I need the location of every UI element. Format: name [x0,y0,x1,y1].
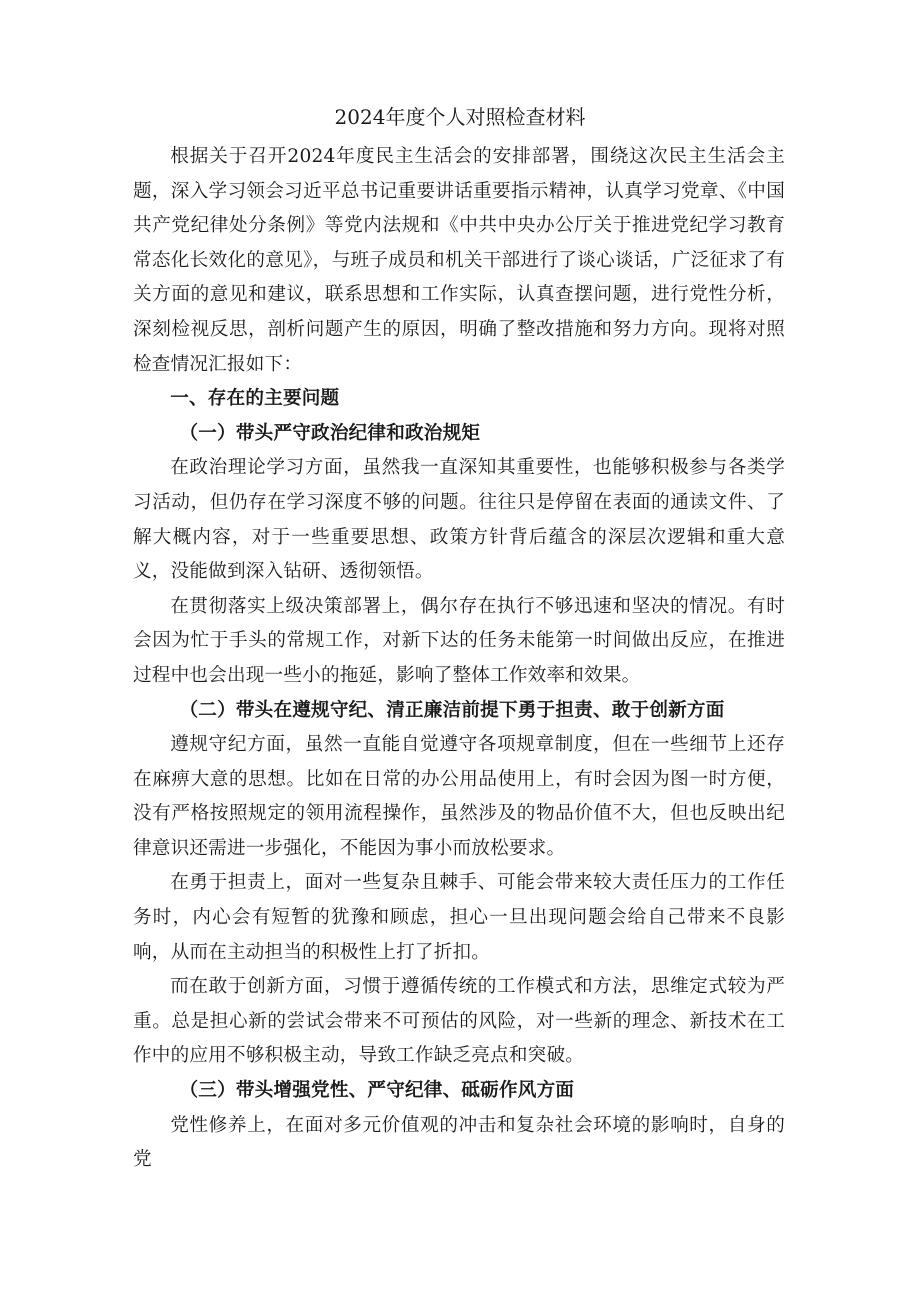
document-title: 2024年度个人对照检查材料 [334,105,586,129]
subsection-heading-1: （一）带头严守政治纪律和政治规矩 [179,422,481,444]
paragraph: 在贯彻落实上级决策部署上，偶尔存在执行不够迅速和坚决的情况。有时会因为忙于手头的常规工作，对新下达的任务未能第一时间做出反应，在推进过程中也会出现一些小的拖延，影响了整体工作效率和效果。 [133,595,785,686]
paragraph: 在勇于担责上，面对一些复杂且棘手、可能会带来较大责任压力的工作任务时，内心会有短暂的犹豫和顾虑，担心一旦出现问题会给自己带来不良影响，从而在主动担当的积极性上打了折扣。 [133,872,785,963]
subsection-heading-2: （二）带头在遵规守纪、清正廉洁前提下勇于担责、敢于创新方面 [179,699,725,721]
paragraph: 遵规守纪方面，虽然一直能自觉遵守各项规章制度，但在一些细节上还存在麻痹大意的思想。比如在日常的办公用品使用上，有时会因为图一时方便，没有严格按照规定的领用流程操作，虽然涉及的物品价值不大，但也反映出纪律意识还需进一步强化，不能因为事小而放松要求。 [133,734,785,859]
subsection-heading-3: （三）带头增强党性、严守纪律、砥砺作风方面 [179,1080,575,1102]
intro-paragraph: 根据关于召开2024年度民主生活会的安排部署，围绕这次民主生活会主题，深入学习领会习近平总书记重要讲话重要指示精神，认真学习党章、《中国共产党纪律处分条例》等党内法规和《中共中央办公厅关于推进党纪学习教育常态化长效化的意见》，与班子成员和机关干部进行了谈心谈话，广泛征求了有关方面的意见和建议，联系思想和工作实际，认真查摆问题，进行党性分析，深刻检视反思，剖析问题产生的原因，明确了整改措施和努力方向。现将对照检查情况汇报如下： [133,146,785,375]
paragraph: 而在敢于创新方面，习惯于遵循传统的工作模式和方法，思维定式较为严重。总是担心新的尝试会带来不可预估的风险，对一些新的理念、新技术在工作中的应用不够积极主动，导致工作缺乏亮点和突破。 [133,976,785,1067]
section-heading-problems: 一、存在的主要问题 [170,388,340,410]
document-body [133,140,785,1178]
paragraph: 在政治理论学习方面，虽然我一直深知其重要性，也能够积极参与各类学习活动，但仍存在学习深度不够的问题。往往只是停留在表面的通读文件、了解大概内容，对于一些重要思想、政策方针背后蕴含的深层次逻辑和重大意义，没能做到深入钻研、透彻领悟。 [133,457,785,583]
paragraph: 党性修养上，在面对多元价值观的冲击和复杂社会环境的影响时，自身的党 [133,1114,785,1171]
